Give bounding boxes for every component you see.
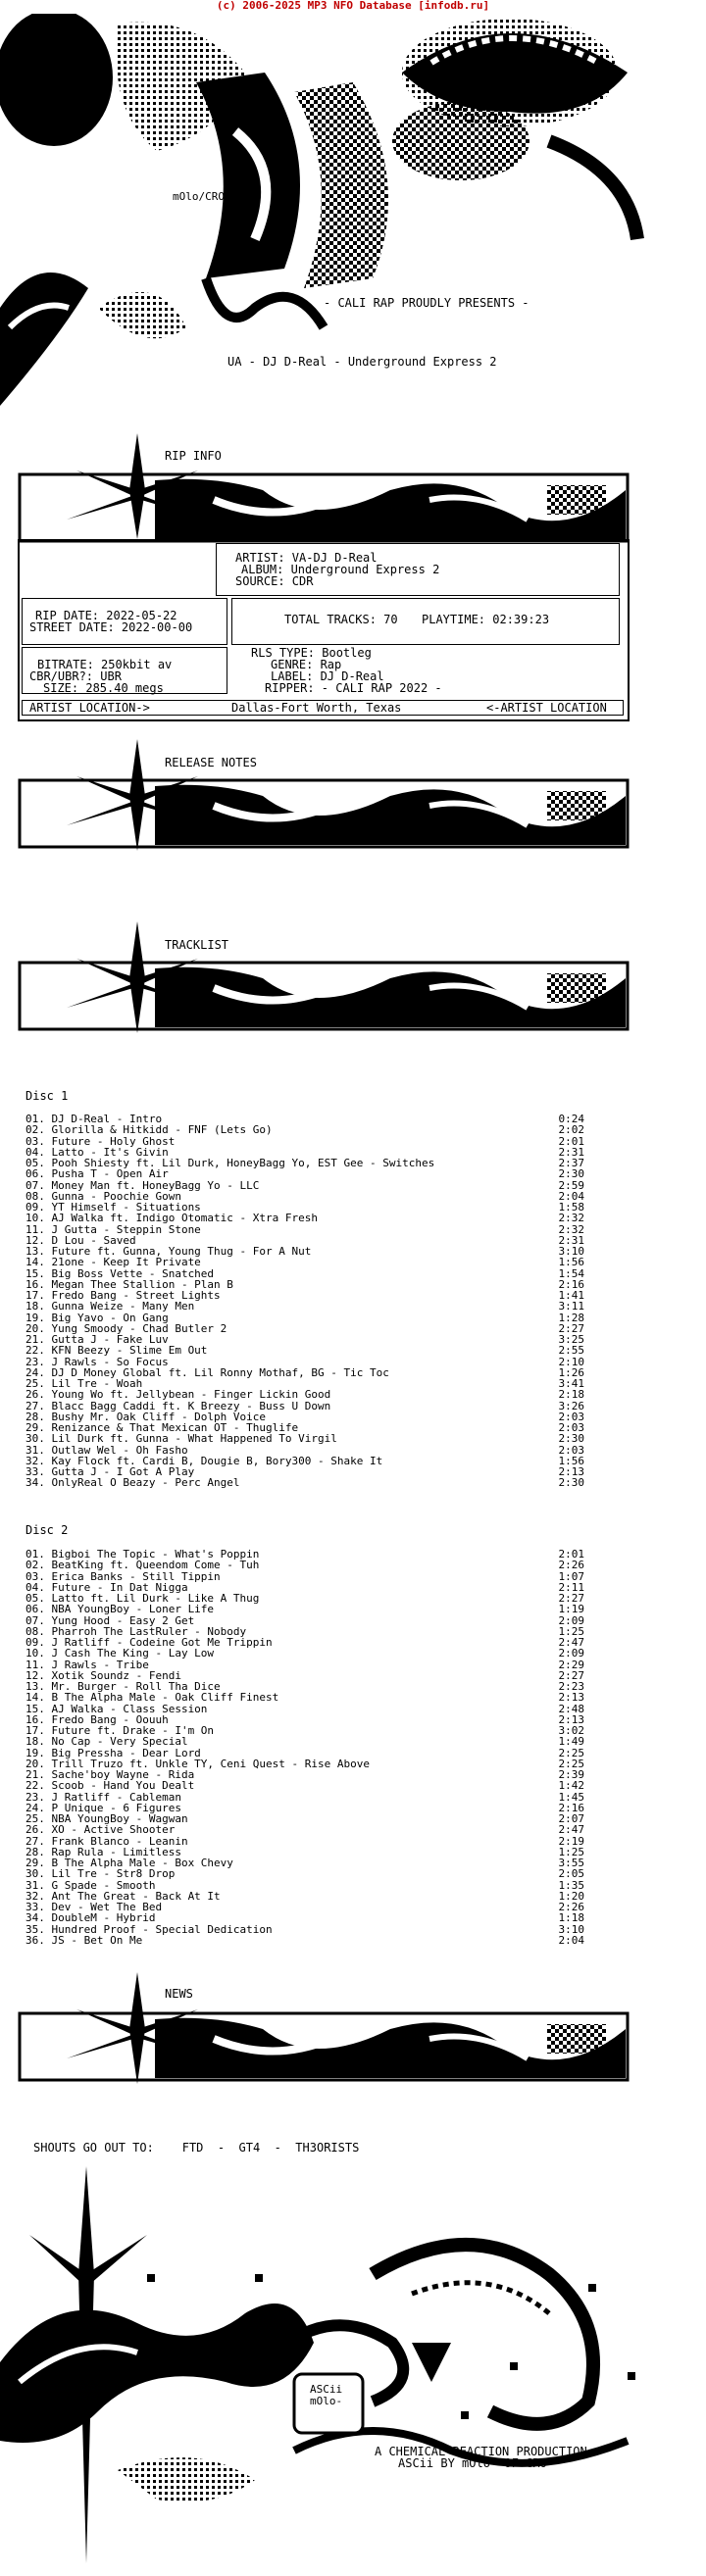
tracklist-row [25,1345,584,1356]
news-banner-art [18,1970,630,2088]
track-title: 15. Big Boss Vette - Snatched [25,1266,215,1280]
track-title: 02. BeatKing ft. Queendom Come - Tuh [25,1559,260,1572]
rip-info-banner-art [18,431,630,544]
track-title: 08. Pharroh The LastRuler - Nobody [25,1624,247,1638]
track-title: 22. Scoob - Hand You Dealt [25,1779,195,1793]
tracklist-row [25,1313,584,1323]
track-title: 16. Fredo Bang - Oouuh [25,1712,169,1726]
track-duration: 1:19 [558,1603,584,1616]
track-duration: 2:26 [558,1559,584,1572]
track-duration: 2:03 [558,1443,584,1457]
track-duration: 2:39 [558,1768,584,1781]
section-news: NEWS [165,1987,193,2001]
track-title: 28. Rap Rula - Limitless [25,1845,181,1858]
track-duration: 1:45 [558,1790,584,1804]
track-duration: 1:58 [558,1201,584,1214]
info-street-date: STREET DATE: 2022-00-00 [29,620,193,634]
section-rip-info: RIP INFO [165,449,222,463]
track-title: 21. Sache'boy Wayne - Rida [25,1768,195,1781]
track-duration: 2:29 [558,1658,584,1671]
track-duration: 0:24 [558,1113,584,1125]
track-duration: 1:25 [558,1845,584,1858]
track-duration: 1:20 [558,1889,584,1903]
track-title: 03. Erica Banks - Still Tippin [25,1569,221,1583]
track-title: 13. Future ft. Gunna, Young Thug - For A Nut [25,1245,312,1258]
track-duration: 2:31 [558,1233,584,1247]
track-title: 35. Hundred Proof - Special Dedication [25,1922,273,1936]
track-title: 20. Yung Smoody - Chad Butler 2 [25,1321,227,1335]
shouts-line: SHOUTS GO OUT TO: FTD - GT4 - TH3ORISTS [33,2141,360,2155]
location-value: Dallas-Fort Worth, Texas [231,701,402,715]
tracklist-row [25,1924,584,1935]
track-duration: 2:01 [558,1134,584,1148]
track-title: 05. Latto ft. Lil Durk - Like A Thug [25,1592,260,1605]
track-duration: 2:59 [558,1178,584,1192]
info-playtime: PLAYTIME: 02:39:23 [422,613,550,626]
track-title: 30. Lil Tre - Str8 Drop [25,1867,176,1881]
track-duration: 2:04 [558,1933,584,1947]
tracklist-row [25,1692,584,1703]
track-title: 18. Gunna Weize - Many Men [25,1300,195,1313]
track-duration: 1:54 [558,1266,584,1280]
track-duration: 2:25 [558,1746,584,1759]
tracklist-row [25,1660,584,1670]
track-title: 33. Dev - Wet The Bed [25,1901,163,1913]
tracklist-row [25,1477,584,1488]
track-title: 04. Latto - It's Givin [25,1145,169,1159]
track-duration: 2:37 [558,1157,584,1169]
track-title: 15. AJ Walka - Class Session [25,1702,208,1715]
track-title: 25. NBA YoungBoy - Wagwan [25,1812,188,1825]
track-title: 32. Ant The Great - Back At It [25,1889,221,1903]
info-label: LABEL: DJ D-Real [271,669,384,683]
track-title: 19. Big Pressha - Dear Lord [25,1746,201,1759]
track-duration: 2:32 [558,1212,584,1225]
release-name: UA - DJ D-Real - Underground Express 2 [227,355,497,369]
track-title: 29. B The Alpha Male - Box Chevy [25,1857,233,1869]
track-title: 14. 21one - Keep It Private [25,1256,201,1269]
tracklist-row [25,1780,584,1791]
track-title: 25. Lil Tre - Woah [25,1377,143,1390]
tracklist-row [25,1868,584,1879]
track-duration: 2:04 [558,1189,584,1203]
track-duration: 2:01 [558,1548,584,1560]
track-duration: 3:55 [558,1857,584,1869]
track-title: 03. Future - Holy Ghost [25,1134,176,1148]
track-duration: 2:05 [558,1867,584,1881]
track-title: 21. Gutta J - Fake Luv [25,1333,169,1346]
tracklist-banner-art [18,919,630,1037]
track-title: 05. Pooh Shiesty ft. Lil Durk, HoneyBagg Yo, EST Gee - Switches [25,1157,435,1169]
track-duration: 3:25 [558,1333,584,1346]
location-right: <-ARTIST LOCATION [486,701,607,715]
track-duration: 2:16 [558,1277,584,1291]
source-link[interactable]: (c) 2006-2025 MP3 NFO Database [infodb.ru] [216,0,490,12]
track-duration: 2:27 [558,1592,584,1605]
info-cbr-vbr: CBR/UBR?: UBR [29,669,122,683]
track-title: 34. OnlyReal O Beazy - Perc Angel [25,1476,240,1490]
track-title: 36. JS - Bet On Me [25,1933,143,1947]
track-duration: 1:26 [558,1365,584,1379]
track-duration: 2:47 [558,1636,584,1649]
track-title: 33. Gutta J - I Got A Play [25,1465,195,1478]
track-duration: 3:10 [558,1922,584,1936]
tracklist-row [25,1792,584,1803]
track-duration: 3:10 [558,1245,584,1258]
track-title: 18. No Cap - Very Special [25,1735,188,1749]
section-release-notes: RELEASE NOTES [165,756,257,769]
track-title: 24. P Unique - 6 Figures [25,1801,181,1814]
track-duration: 1:56 [558,1256,584,1269]
track-duration: 2:48 [558,1702,584,1715]
track-duration: 2:13 [558,1691,584,1705]
track-duration: 1:49 [558,1735,584,1749]
track-title: 22. KFN Beezy - Slime Em Out [25,1344,208,1358]
tracklist-row [25,1648,584,1659]
track-title: 01. Bigboi The Topic - What's Poppin [25,1548,260,1560]
track-duration: 2:30 [558,1432,584,1446]
track-duration: 2:07 [558,1812,584,1825]
track-duration: 1:41 [558,1289,584,1302]
track-duration: 2:30 [558,1476,584,1490]
track-title: 19. Big Yavo - On Gang [25,1311,169,1324]
track-title: 27. Blacc Bagg Caddi ft. K Breezy - Buss U Down [25,1399,331,1412]
tracklist-row [25,1213,584,1223]
track-duration: 2:26 [558,1901,584,1913]
track-title: 12. Xotik Soundz - Fendi [25,1668,181,1682]
track-duration: 1:18 [558,1911,584,1925]
track-duration: 2:55 [558,1344,584,1358]
track-duration: 1:35 [558,1878,584,1892]
track-duration: 2:32 [558,1222,584,1236]
tagline: - CALI RAP PROUDLY PRESENTS - [324,296,530,310]
track-duration: 3:11 [558,1300,584,1313]
track-duration: 2:02 [558,1123,584,1137]
info-ripper: RIPPER: - CALI RAP 2022 - [265,681,442,695]
info-bitrate: BITRATE: 250kbit av [37,658,173,671]
track-duration: 2:16 [558,1801,584,1814]
tracklist-row [25,1748,584,1759]
info-artist: ARTIST: VA-DJ D-Real [235,551,378,565]
info-genre: GENRE: Rap [271,658,342,671]
track-title: 11. J Rawls - Tribe [25,1658,149,1671]
track-duration: 2:09 [558,1613,584,1627]
track-duration: 2:23 [558,1680,584,1693]
track-duration: 3:02 [558,1724,584,1737]
track-duration: 2:47 [558,1823,584,1837]
tracklist-row [25,1168,584,1179]
tracklist-row [25,1704,584,1714]
track-duration: 2:30 [558,1167,584,1181]
track-title: 02. Glorilla & Hitkidd - FNF (Lets Go) [25,1123,273,1137]
disc2-label: Disc 2 [25,1523,69,1537]
release-notes-banner-art [18,737,630,855]
track-title: 06. NBA YoungBoy - Loner Life [25,1603,215,1616]
track-title: 08. Gunna - Poochie Gown [25,1189,181,1203]
track-duration: 1:42 [558,1779,584,1793]
tracklist-row [25,1836,584,1847]
ascii-label-1: ASCii [310,2383,343,2396]
track-title: 23. J Rawls - So Focus [25,1355,169,1368]
production-credit: A CHEMICAL REACTION PRODUCTION [375,2445,587,2458]
track-duration: 3:41 [558,1377,584,1390]
track-title: 01. DJ D-Real - Intro [25,1113,163,1125]
track-title: 04. Future - In Dat Nigga [25,1580,188,1594]
info-rip-date: RIP DATE: 2022-05-22 [35,609,177,622]
track-duration: 1:28 [558,1311,584,1324]
ascii-label-2: mOlo- [310,2395,343,2407]
track-title: 09. YT Himself - Situations [25,1201,201,1214]
track-duration: 3:26 [558,1399,584,1412]
track-title: 24. DJ D Money Global ft. Lil Ronny Mothaf, BG - Tic Toc [25,1365,389,1379]
section-tracklist: TRACKLIST [165,938,229,952]
track-title: 06. Pusha T - Open Air [25,1167,169,1181]
track-title: 10. J Cash The King - Lay Low [25,1647,215,1660]
info-album: ALBUM: Underground Express 2 [241,563,440,576]
tracklist-row [25,1571,584,1582]
track-title: 10. AJ Walka ft. Indigo Otomatic - Xtra Fresh [25,1212,319,1225]
disc1-label: Disc 1 [25,1089,69,1103]
track-title: 07. Money Man ft. HoneyBagg Yo - LLC [25,1178,260,1192]
track-duration: 2:09 [558,1647,584,1660]
track-duration: 2:27 [558,1321,584,1335]
track-title: 11. J Gutta - Steppin Stone [25,1222,201,1236]
tracklist-row [25,1824,584,1835]
track-title: 27. Frank Blanco - Leanin [25,1834,188,1848]
track-duration: 2:13 [558,1465,584,1478]
track-title: 23. J Ratliff - Cableman [25,1790,181,1804]
track-duration: 1:56 [558,1454,584,1467]
tracklist-row [25,1301,584,1312]
track-duration: 2:18 [558,1388,584,1402]
track-duration: 1:25 [558,1624,584,1638]
location-left: ARTIST LOCATION-> [29,701,150,715]
tracklist-row [25,1604,584,1614]
tracklist-row [25,1124,584,1135]
footer-logo-art [0,2156,706,2568]
track-title: 28. Bushy Mr. Oak Cliff - Dolph Voice [25,1410,267,1423]
track-title: 32. Kay Flock ft. Cardi B, Dougie B, Bory300 - Shake It [25,1454,383,1467]
tracklist-row [25,1615,584,1626]
info-size: SIZE: 285.40 megs [43,681,164,695]
track-duration: 2:25 [558,1757,584,1770]
track-title: 07. Yung Hood - Easy 2 Get [25,1613,195,1627]
tracklist-row [25,1433,584,1444]
track-duration: 2:13 [558,1712,584,1726]
tracklist-row [25,1401,584,1412]
track-title: 29. Renizance & That Mexican OT - Thuglife [25,1421,299,1434]
track-duration: 2:03 [558,1410,584,1423]
ascii-credit: ASCii BY mOlo- OF CRO [398,2456,547,2470]
tracklist-row [25,1357,584,1367]
tracklist-row [25,1935,584,1946]
info-total-tracks: TOTAL TRACKS: 70 [284,613,398,626]
track-duration: 2:11 [558,1580,584,1594]
info-rls-type: RLS TYPE: Bootleg [251,646,372,660]
track-title: 20. Trill Truzo ft. Unkle TY, Ceni Quest - Rise Above [25,1757,370,1770]
tracklist-row [25,1880,584,1891]
tracklist-row [25,1736,584,1747]
tracklist-row [25,1268,584,1279]
track-title: 17. Future ft. Drake - I'm On [25,1724,215,1737]
track-title: 30. Lil Durk ft. Gunna - What Happened To Virgil [25,1432,337,1446]
track-duration: 2:03 [558,1421,584,1434]
track-duration: 2:10 [558,1355,584,1368]
track-duration: 2:27 [558,1668,584,1682]
tracklist-row [25,1180,584,1191]
tracklist-row [25,1445,584,1456]
track-title: 34. DoubleM - Hybrid [25,1911,156,1925]
track-title: 31. G Spade - Smooth [25,1878,156,1892]
track-title: 31. Outlaw Wel - Oh Fasho [25,1443,188,1457]
track-title: 17. Fredo Bang - Street Lights [25,1289,221,1302]
track-duration: 2:31 [558,1145,584,1159]
info-source: SOURCE: CDR [235,574,314,588]
tracklist-row [25,1912,584,1923]
track-title: 13. Mr. Burger - Roll Tha Dice [25,1680,221,1693]
art-credit: mOlo/CRO [173,190,225,203]
tracklist-row [25,1560,584,1570]
track-title: 26. XO - Active Shooter [25,1823,176,1837]
track-duration: 2:19 [558,1834,584,1848]
track-duration: 1:07 [558,1569,584,1583]
tracklist-row [25,1257,584,1267]
track-title: 16. Megan Thee Stallion - Plan B [25,1277,233,1291]
track-title: 09. J Ratliff - Codeine Got Me Trippin [25,1636,273,1649]
tracklist-row [25,1389,584,1400]
track-title: 26. Young Wo ft. Jellybean - Finger Lickin Good [25,1388,331,1402]
tracklist-row [25,1224,584,1235]
track-title: 12. D Lou - Saved [25,1233,136,1247]
track-title: 14. B The Alpha Male - Oak Cliff Finest [25,1691,279,1705]
tracklist-row [25,1136,584,1147]
